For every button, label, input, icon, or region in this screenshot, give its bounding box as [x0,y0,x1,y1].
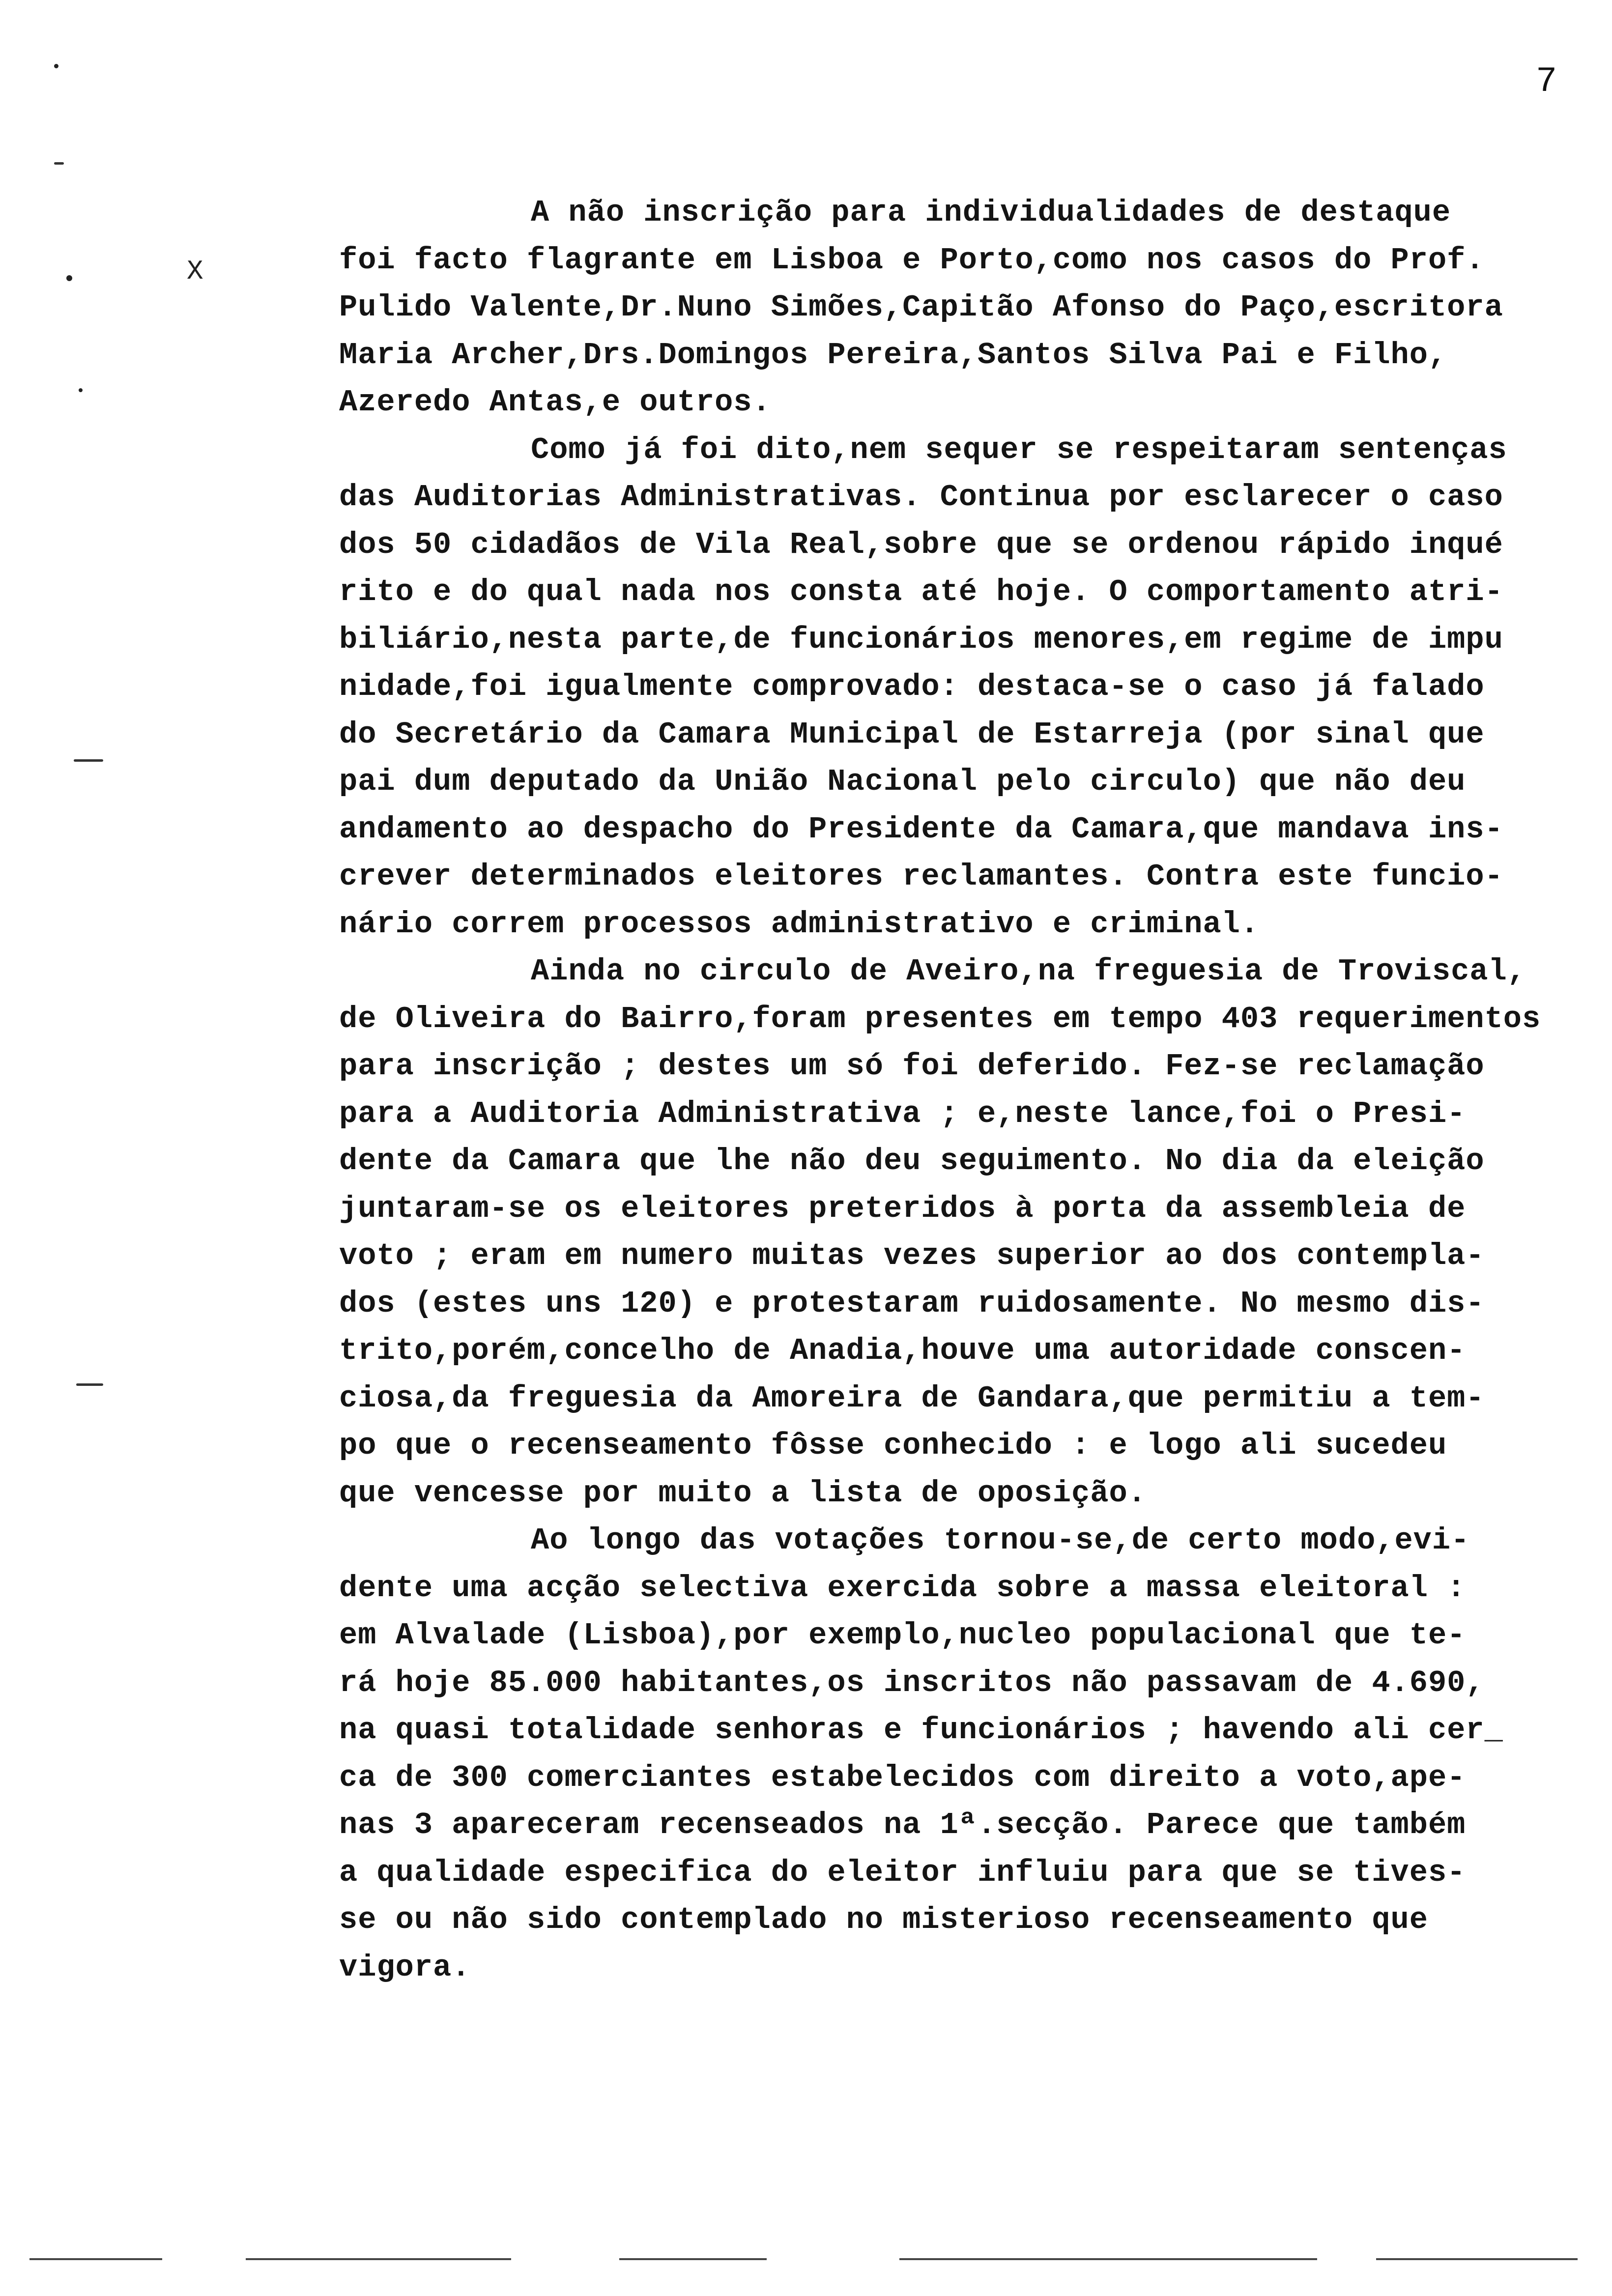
margin-x-mark: X [187,256,203,287]
text-line: de Oliveira do Bairro,foram presentes em tempo 403 requerimentos [339,1001,1541,1036]
footer-rule [619,2258,767,2260]
margin-dot [79,388,83,392]
text-line: pai dum deputado da União Nacional pelo circulo) que não deu [339,764,1466,799]
body-text [339,189,1597,1991]
text-line: dente da Camara que lhe não deu seguimento. No dia da eleição [339,1144,1485,1178]
text-line: voto ; eram em numero muitas vezes superior ao dos contempla- [339,1238,1485,1273]
text-line: dente uma acção selectiva exercida sobre a massa eleitoral : [339,1570,1466,1606]
text-line: dos 50 cidadãos de Vila Real,sobre que se ordenou rápido inqué [339,527,1503,562]
footer-rule [899,2258,1317,2260]
margin-dash [54,162,64,165]
text-line: se ou não sido contemplado no misterioso recenseamento que [339,1902,1428,1937]
text-line: nidade,foi igualmente comprovado: destaca-se o caso já falado [339,669,1485,704]
text-line: ca de 300 comerciantes estabelecidos com direito a voto,ape- [339,1760,1466,1795]
margin-dot [66,275,72,281]
text-line: Pulido Valente,Dr.Nuno Simões,Capitão Afonso do Paço,escritora [339,290,1503,325]
text-line: dos (estes uns 120) e protestaram ruidosamente. No mesmo dis- [339,1286,1485,1321]
text-line: a qualidade especifica do eleitor influiu para que se tives- [339,1855,1466,1890]
paragraph [339,189,1597,427]
margin-dot [54,64,58,68]
text-line: das Auditorias Administrativas. Continua por esclarecer o caso [339,480,1503,515]
text-line: A não inscrição para individualidades de destaque [531,195,1451,230]
text-line: Como já foi dito,nem sequer se respeitaram sentenças [531,432,1507,467]
margin-dash [76,1383,103,1386]
text-line: para inscrição ; destes um só foi deferido. Fez-se reclamação [339,1049,1485,1084]
text-line: Azeredo Antas,e outros. [339,385,771,420]
page-number: 7 [1536,61,1557,102]
text-line: para a Auditoria Administrativa ; e,neste lance,foi o Presi- [339,1096,1466,1131]
text-line: crever determinados eleitores reclamantes. Contra este funcio- [339,859,1503,894]
text-line: ciosa,da freguesia da Amoreira de Gandara,que permitiu a tem- [339,1380,1485,1416]
text-line: andamento ao despacho do Presidente da Camara,que mandava ins- [339,811,1503,847]
text-line: trito,porém,concelho de Anadia,houve uma autoridade conscen- [339,1333,1466,1368]
text-line: na quasi totalidade senhoras e funcionários ; havendo ali cer_ [339,1713,1503,1748]
text-line: rá hoje 85.000 habitantes,os inscritos não passavam de 4.690, [339,1665,1485,1700]
text-line: em Alvalade (Lisboa),por exemplo,nucleo populacional que te- [339,1618,1466,1653]
paragraph [339,1517,1597,1991]
text-line: juntaram-se os eleitores preteridos à porta da assembleia de [339,1191,1466,1226]
text-line: do Secretário da Camara Municipal de Estarreja (por sinal que [339,717,1485,752]
text-line: Ao longo das votações tornou-se,de certo modo,evi- [531,1523,1470,1558]
text-line: rito e do qual nada nos consta até hoje. O comportamento atri- [339,574,1503,609]
text-line: nas 3 apareceram recenseados na 1ª.secção. Parece que também [339,1808,1466,1842]
paragraph [339,427,1597,948]
text-line: vigora. [339,1950,471,1985]
text-line: foi facto flagrante em Lisboa e Porto,como nos casos do Prof. [339,242,1485,278]
text-line: Ainda no circulo de Aveiro,na freguesia de Troviscal, [531,954,1526,989]
text-line: po que o recenseamento fôsse conhecido : e logo ali sucedeu [339,1428,1447,1463]
footer-rule [1376,2258,1578,2260]
text-line: biliário,nesta parte,de funcionários menores,em regime de impu [339,622,1503,657]
margin-dash [74,759,103,762]
footer-rule [29,2258,162,2260]
text-line: Maria Archer,Drs.Domingos Pereira,Santos Silva Pai e Filho, [339,337,1447,373]
paragraph [339,948,1597,1517]
text-line: que vencesse por muito a lista de oposição. [339,1475,1147,1511]
footer-rule [246,2258,511,2260]
text-line: nário correm processos administrativo e criminal. [339,906,1260,942]
